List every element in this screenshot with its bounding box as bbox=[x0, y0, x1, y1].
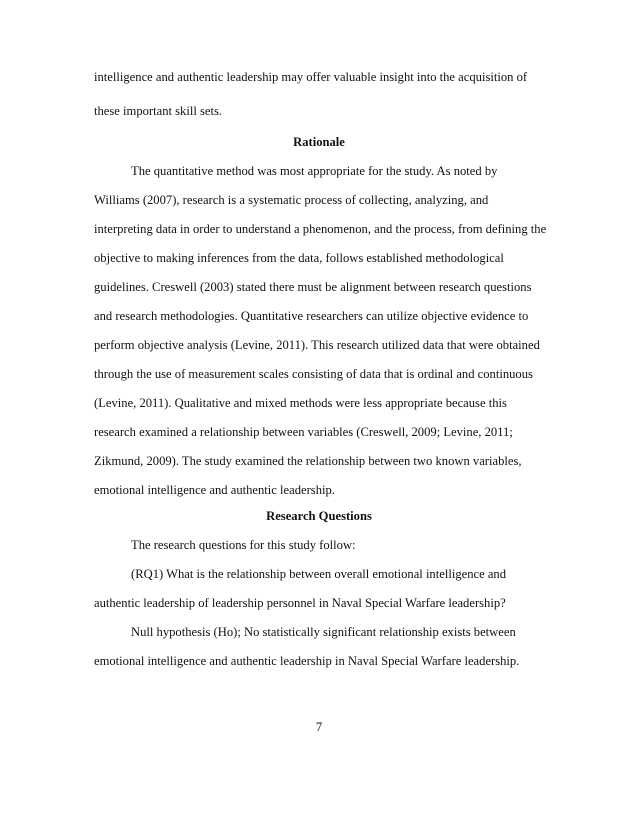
intro-line-2: these important skill sets. bbox=[94, 104, 223, 118]
research-questions-heading: Research Questions bbox=[266, 509, 372, 523]
rq1-line-1: (RQ1) What is the relationship between overall emotional intelligence and bbox=[131, 567, 507, 581]
rationale-line-9: (Levine, 2011). Qualitative and mixed methods were less appropriate because this bbox=[94, 396, 507, 410]
rationale-line-3: interpreting data in order to understand a phenomenon, and the process, from defining the bbox=[94, 222, 547, 236]
null-hypothesis-line-1: Null hypothesis (Ho); No statistically significant relationship exists between bbox=[131, 625, 516, 639]
rationale-line-7: perform objective analysis (Levine, 2011). This research utilized data that were obtained bbox=[94, 338, 540, 352]
null-hypothesis-line-2: emotional intelligence and authentic leadership in Naval Special Warfare leadership. bbox=[94, 654, 520, 668]
rationale-line-5: guidelines. Creswell (2003) stated there must be alignment between research questions bbox=[94, 280, 532, 294]
rq1-line-2: authentic leadership of leadership personnel in Naval Special Warfare leadership? bbox=[94, 596, 506, 610]
page-number: 7 bbox=[315, 720, 323, 734]
rationale-line-12: emotional intelligence and authentic leadership. bbox=[94, 483, 335, 497]
intro-line-1: intelligence and authentic leadership may offer valuable insight into the acquisition of bbox=[94, 70, 528, 84]
rationale-line-10: research examined a relationship between variables (Creswell, 2009; Levine, 2011; bbox=[94, 425, 513, 439]
rationale-line-1: The quantitative method was most appropriate for the study. As noted by bbox=[131, 164, 498, 178]
rationale-line-8: through the use of measurement scales consisting of data that is ordinal and continuous bbox=[94, 367, 533, 381]
rationale-line-4: objective to making inferences from the data, follows established methodological bbox=[94, 251, 504, 265]
rationale-line-11: Zikmund, 2009). The study examined the relationship between two known variables, bbox=[94, 454, 522, 468]
research-questions-intro: The research questions for this study follow: bbox=[131, 538, 356, 552]
rationale-line-6: and research methodologies. Quantitative researchers can utilize objective evidence to bbox=[94, 309, 529, 323]
rationale-heading: Rationale bbox=[293, 135, 345, 149]
rationale-line-2: Williams (2007), research is a systematic process of collecting, analyzing, and bbox=[94, 193, 489, 207]
